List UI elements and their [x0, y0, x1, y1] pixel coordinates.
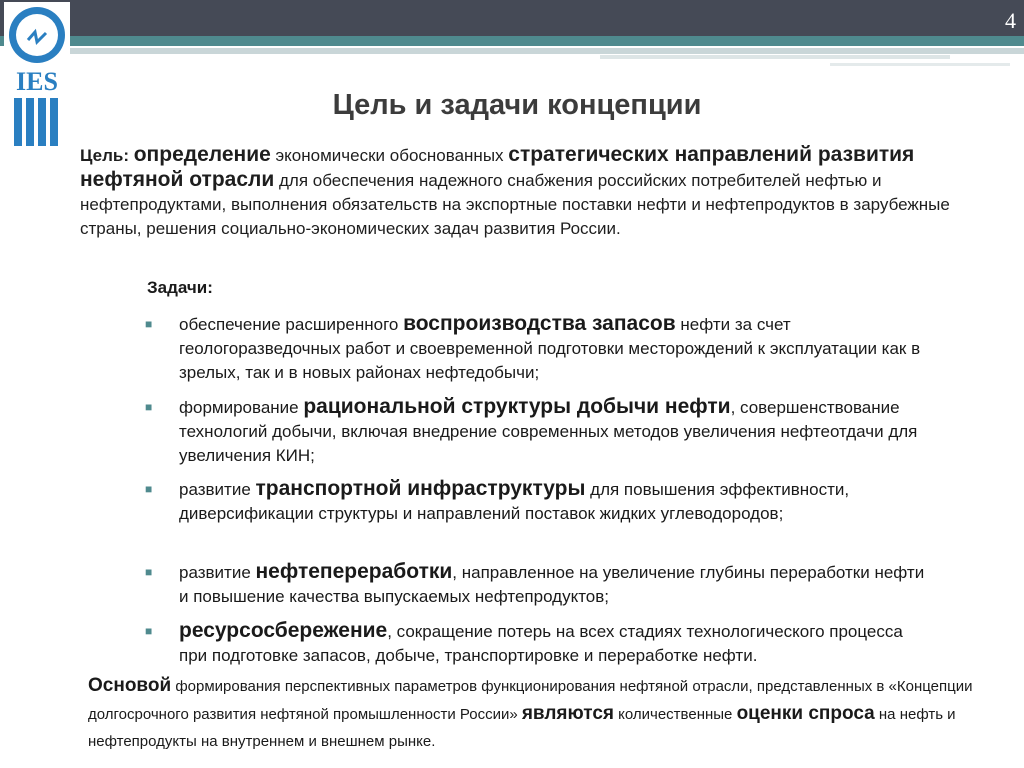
- top-bar: [0, 0, 1024, 36]
- task-emphasis: ресурсосбережение: [179, 619, 388, 642]
- goal-emphasis: стратегических направлений развития нефтяной отрасли: [80, 143, 915, 191]
- logo-text: IES: [16, 67, 58, 96]
- task-item: ■ развитие нефтепереработки, направленное на увеличение глубины переработки нефти и повышение качества выпускаемых нефтепродуктов;: [145, 560, 925, 606]
- task-emphasis: нефтепереработки: [255, 560, 453, 583]
- ies-logo: [4, 2, 70, 152]
- task-item: ■ формирование рациональной структуры добычи нефти, совершенствование технологий добычи, включая внедрение современных методов увеличения нефтеотдачи для увеличения КИН;: [145, 395, 918, 465]
- page-title: Цель и задачи концепции: [332, 89, 702, 121]
- decor-stripe: [600, 55, 950, 59]
- task-emphasis: воспроизводства запасов: [403, 312, 676, 335]
- basis-emphasis: Основой: [88, 675, 172, 696]
- bullet-icon: ■: [145, 400, 153, 414]
- goal-label: Цель:: [80, 146, 129, 165]
- goal-paragraph: [80, 143, 980, 241]
- task-emphasis: рациональной структуры добычи нефти: [303, 395, 731, 418]
- decor-stripe: [830, 63, 1010, 66]
- task-item: ■ ресурсосбережение, сокращение потерь на всех стадиях технологического процесса при подготовке запасов, добыче, транспортировке и переработке нефти.: [145, 619, 903, 665]
- goal-text: экономически обоснованных: [270, 146, 509, 165]
- basis-emphasis: являются: [521, 703, 614, 724]
- task-item: ■ развитие транспортной инфраструктуры для повышения эффективности, диверсификации структуры и направлений поставок жидких углеводородов;: [145, 477, 850, 523]
- bullet-icon: ■: [145, 482, 153, 496]
- tasks-heading: Задачи:: [147, 278, 213, 297]
- bullet-icon: ■: [145, 624, 153, 638]
- decor-stripe: [60, 48, 1024, 54]
- goal-emphasis: определение: [133, 143, 271, 166]
- basis-paragraph: Основой формирования перспективных параметров функционирования нефтяной отрасли, представленных в «Концепции долгосрочного развития нефтяной промышленности России» являются количественные оценки спроса на нефть и нефтепродукты на внутреннем и внешнем рынке.: [88, 675, 973, 750]
- goal-text: для обеспечения надежного снабжения российских потребителей нефтью и нефтепродуктами, выполнения обязательств на экспортные поставки нефти и нефтепродуктов в зарубежные страны, решения социально-экономических задач развития России.: [80, 171, 950, 238]
- basis-emphasis: оценки спроса: [736, 703, 875, 724]
- bullet-icon: ■: [145, 317, 153, 331]
- accent-bar: [0, 36, 1024, 46]
- page-number: 4: [1005, 8, 1016, 33]
- bullet-icon: ■: [145, 565, 153, 579]
- task-item: ■ обеспечение расширенного воспроизводства запасов нефти за счет геологоразведочных работ и своевременной подготовки месторождений к эксплуатации как в зрелых, так и в новых районах нефтедобычи;: [145, 312, 921, 382]
- task-emphasis: транспортной инфраструктуры: [255, 477, 586, 500]
